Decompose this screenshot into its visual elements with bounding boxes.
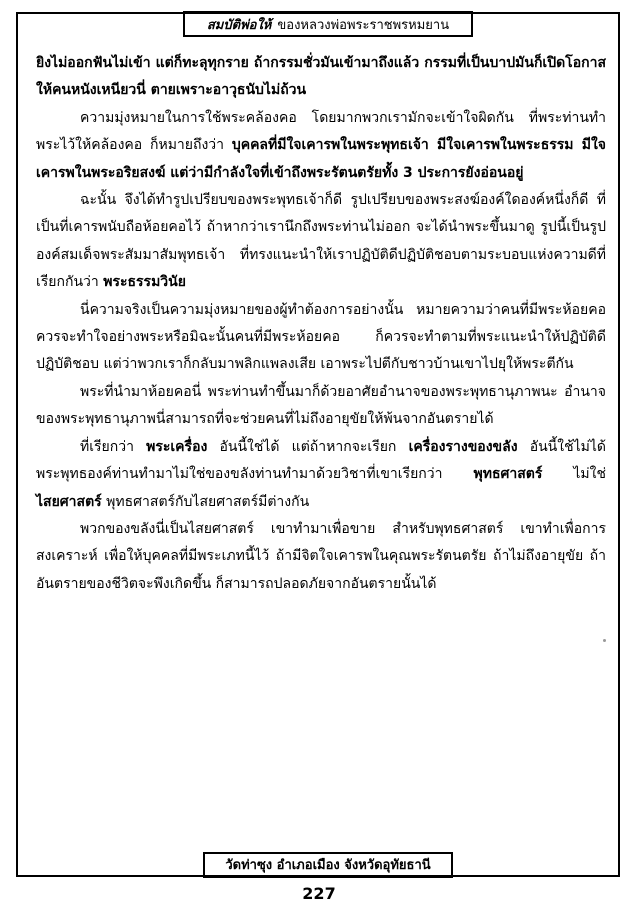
scan-speck: [603, 639, 606, 642]
bold-text-segment: พระเครื่อง: [146, 438, 208, 455]
paragraph: [36, 379, 606, 434]
paragraph: [36, 516, 606, 598]
bold-text-segment: ยิงไม่ออกฟันไม่เข้า แต่ก็ทะลุทุกราย ถ้ากรรมชั่วมันเข้ามาถึงแล้ว กรรมที่เป็นบาปมันก็เปิดโอกาสให้คนหนังเหนียวนี่ ตายเพราะอาวุธนับไม่ถ้วน: [36, 55, 606, 99]
bold-text-segment: พระธรรมวินัย: [103, 274, 186, 291]
page-frame: [16, 12, 620, 877]
paragraph: [36, 105, 606, 187]
paragraph: [36, 297, 606, 379]
bold-text-segment: ไสยศาสตร์: [36, 493, 102, 510]
paragraph: [36, 187, 606, 297]
running-footer: [203, 852, 453, 878]
header-title-italic: สมบัติพ่อให้: [206, 18, 272, 33]
body-text: [36, 50, 606, 598]
paragraph: [36, 434, 606, 516]
running-header: [183, 11, 473, 37]
footer-text: วัดท่าซุง อำเภอเมือง จังหวัดอุทัยธานี: [225, 858, 431, 873]
bold-text-segment: บุคคลที่มีใจเคารพในพระพุทธเจ้า มีใจเคารพในพระธรรม มีใจเคารพในพระอริยสงฆ์ แต่ว่ามีกำลังใจที่เข้าถึงพระรัตนตรัยทั้ง 3 ประการยังอ่อนอยู่: [36, 137, 606, 181]
text-segment: ฉะนั้น จึงได้ทำรูปเปรียบของพระพุทธเจ้าก็ดี รูปเปรียบของพระสงฆ์องค์ใดองค์หนึ่งก็ดี ที่เป็นที่เคารพนับถือห้อยคอไว้ ถ้าหากว่าเรานึกถึงพระท่านไม่ออก จะได้นำพระขึ้นมาดู รูปนี้เป็นรูปองค์สมเด็จพระสัมมาสัมพุทธเจ้า ที่ทรงแนะนำให้เราปฏิบัติดีปฏิบัติชอบตามระบอบแห่งความดีที่เรียกกันว่า: [36, 192, 606, 291]
text-segment: พระที่นำมาห้อยคอนี่ พระท่านทำขึ้นมาก็ด้วยอาศัยอำนาจของพระพุทธานุภาพนะ อำนาจของพระพุทธานุภาพนี่สามารถที่จะช่วยคนที่ไม่ถึงอายุขัยให้พ้นจากอันตรายได้: [36, 383, 606, 428]
text-segment: ไม่ใช่: [542, 466, 607, 483]
text-segment: นี่ความจริงเป็นความมุ่งหมายของผู้ทำต้องการอย่างนั้น หมายความว่าคนที่มีพระห้อยคอ ควรจะทำใจอย่างพระหรือมิฉะนั้นคนที่มีพระห้อยคอ ก็ควรจะทำตามที่พระแนะนำให้ปฏิบัติดี ปฏิบัติชอบ แต่ว่าพวกเราก็กลับมาพลิกแพลงเสีย เอาพระไปตีกับชาวบ้านเขาไปยุให้พระตีกัน: [36, 301, 606, 373]
text-segment: อันนี้ใช้ไม่ได้ พระพุทธองค์ท่านทำมาไม่ใช่ของขลังท่านทำมาด้วยวิชาที่เขาเรียกว่า: [36, 438, 606, 483]
page-number: 227: [302, 884, 336, 903]
header-title-rest: ของหลวงพ่อพระราชพรหมยาน: [277, 18, 450, 33]
bold-text-segment: พุทธศาสตร์: [473, 466, 543, 483]
text-segment: พวกของขลังนี่เป็นไสยศาสตร์ เขาทำมาเพื่อขาย สำหรับพุทธศาสตร์ เขาทำเพื่อการสงเคราะห์ เพื่อให้บุคคลที่มีพระเภทนี้ไว้ ถ้ามีจิตใจเคารพในคุณพระรัตนตรัย ถ้าไม่ถึงอายุขัย ถ้าอันตรายของชีวิตจะพึงเกิดขึ้น ก็สามารถปลอดภัยจากอันตรายนั้นได้: [36, 520, 606, 592]
text-segment: อันนี้ใช่ได้ แต่ถ้าหากจะเรียก: [207, 438, 409, 455]
bold-text-segment: เครื่องรางของขลัง: [408, 438, 518, 455]
text-segment: ความมุ่งหมายในการใช้พระคล้องคอ โดยมากพวกเรามักจะเข้าใจผิดกัน ที่พระท่านทำพระไว้ให้คล้องคอ ก็หมายถึงว่า: [36, 109, 606, 154]
text-segment: ที่เรียกว่า: [80, 438, 147, 455]
text-segment: พุทธศาสตร์กับไสยศาสตร์มีต่างกัน: [101, 493, 310, 510]
paragraph: [36, 50, 606, 105]
